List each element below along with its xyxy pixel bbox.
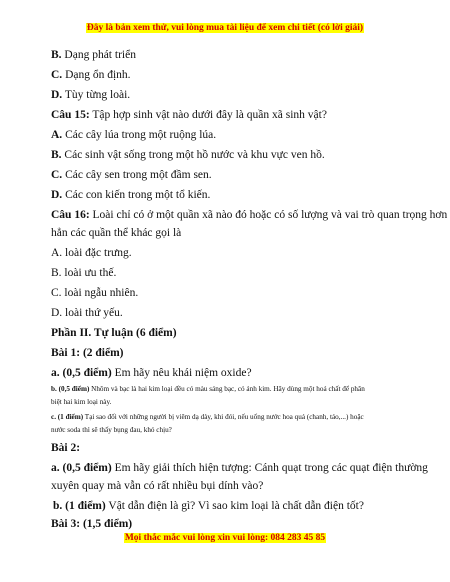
option-text: Các con kiến trong một tổ kiến. (62, 189, 211, 201)
option-letter: D. (51, 189, 63, 201)
part-text: Nhôm và bạc là hai kim loại đều có màu sáng bạc, có ánh kim. Hãy dùng một hoá chất để phân (89, 385, 365, 393)
part-text: Tại sao đối với những người bị viêm dạ dày, khi đói, nếu uống nước hoa quả (chanh, táo,...) hoặc (83, 413, 364, 421)
bai1-part-a (51, 366, 411, 380)
q16-option-b: B. loài ưu thế. (51, 267, 117, 279)
exercise-heading: Bài 3: (1,5 điểm) (51, 518, 133, 530)
section-heading: Phần II. Tự luận (6 điểm) (51, 327, 177, 339)
part-label: a. (0,5 điểm) (51, 367, 112, 379)
option-letter: B. (51, 149, 62, 161)
option-text: Dạng phát triển (61, 49, 136, 61)
exercise-heading: Bài 1: (2 điểm) (51, 347, 124, 359)
part-label: b. (0,5 điểm) (51, 385, 90, 393)
part-label: a. (0,5 điểm) (51, 462, 112, 474)
q14-option-b (51, 48, 411, 62)
q14-option-d (51, 88, 411, 102)
q14-option-c (51, 68, 411, 82)
contact-text: Mọi thắc mắc vui lòng xin vui lòng: 084 283 45 85 (124, 533, 326, 543)
question-label: Câu 16: (51, 209, 90, 221)
question-label: Câu 15: (51, 109, 90, 121)
q15-question (51, 108, 411, 122)
q15-option-c (51, 168, 411, 182)
part-label: b. (1 điểm) (53, 500, 106, 512)
bai1-part-c-line2: nước soda thì sẽ thấy bụng đau, khó chịu? (51, 426, 172, 434)
option-letter: D. (51, 89, 63, 101)
bai1-title (51, 346, 411, 360)
part-text: Vật dẫn điện là gì? Vì sao kim loại là chất dẫn điện tốt? (105, 500, 364, 512)
option-text: Dạng ổn định. (62, 69, 131, 81)
option-letter: B. (51, 49, 62, 61)
q15-option-a (51, 128, 411, 142)
contact-banner (0, 533, 450, 543)
bai1-part-c-line1 (51, 413, 411, 422)
preview-notice-text: Đây là bản xem thử, vui lòng mua tài liệu để xem chi tiết (có lời giải) (86, 23, 364, 33)
bai3-title (51, 517, 411, 531)
exercise-heading: Bài 2: (51, 442, 81, 454)
bai2-part-a-line1 (51, 461, 428, 475)
bai1-part-b-line2: biệt hai kim loại này. (51, 398, 112, 406)
q16-question-line1 (51, 208, 448, 222)
option-text: Tùy từng loài. (62, 89, 131, 101)
part-label: c. (1 điểm) (51, 413, 84, 421)
option-text: Các sinh vật sống trong một hồ nước và khu vực ven hồ. (61, 149, 325, 161)
bai2-part-b (53, 499, 413, 513)
option-text: Các cây lúa trong một ruộng lúa. (62, 129, 217, 141)
q15-option-b (51, 148, 411, 162)
part-text: Em hãy nêu khái niệm oxide? (111, 367, 252, 379)
option-letter: A. (51, 129, 63, 141)
bai2-part-a-line2: xuyên quay mà vẫn có rất nhiều bụi dính vào? (51, 480, 264, 492)
q16-option-a: A. loài đặc trưng. (51, 247, 132, 259)
option-letter: C. (51, 69, 63, 81)
preview-notice-banner (0, 23, 450, 33)
q16-option-d: D. loài thứ yếu. (51, 307, 123, 319)
bai2-title (51, 441, 411, 455)
q16-option-c: C. loài ngẫu nhiên. (51, 287, 139, 299)
bai1-part-b-line1 (51, 385, 411, 394)
part-text: Em hãy giải thích hiện tượng: Cánh quạt trong các quạt điện thường (111, 462, 428, 474)
part2-title (51, 326, 411, 340)
option-letter: C. (51, 169, 63, 181)
q15-option-d (51, 188, 411, 202)
question-text: Loài chỉ có ở một quần xã nào đó hoặc có số lượng và vai trò quan trọng hơn (89, 209, 448, 221)
question-text: Tập hợp sinh vật nào dưới đây là quần xã sinh vật? (89, 109, 327, 121)
q16-question-line2: hẳn các quần thể khác gọi là (51, 227, 182, 239)
option-text: Các cây sen trong một đầm sen. (62, 169, 212, 181)
